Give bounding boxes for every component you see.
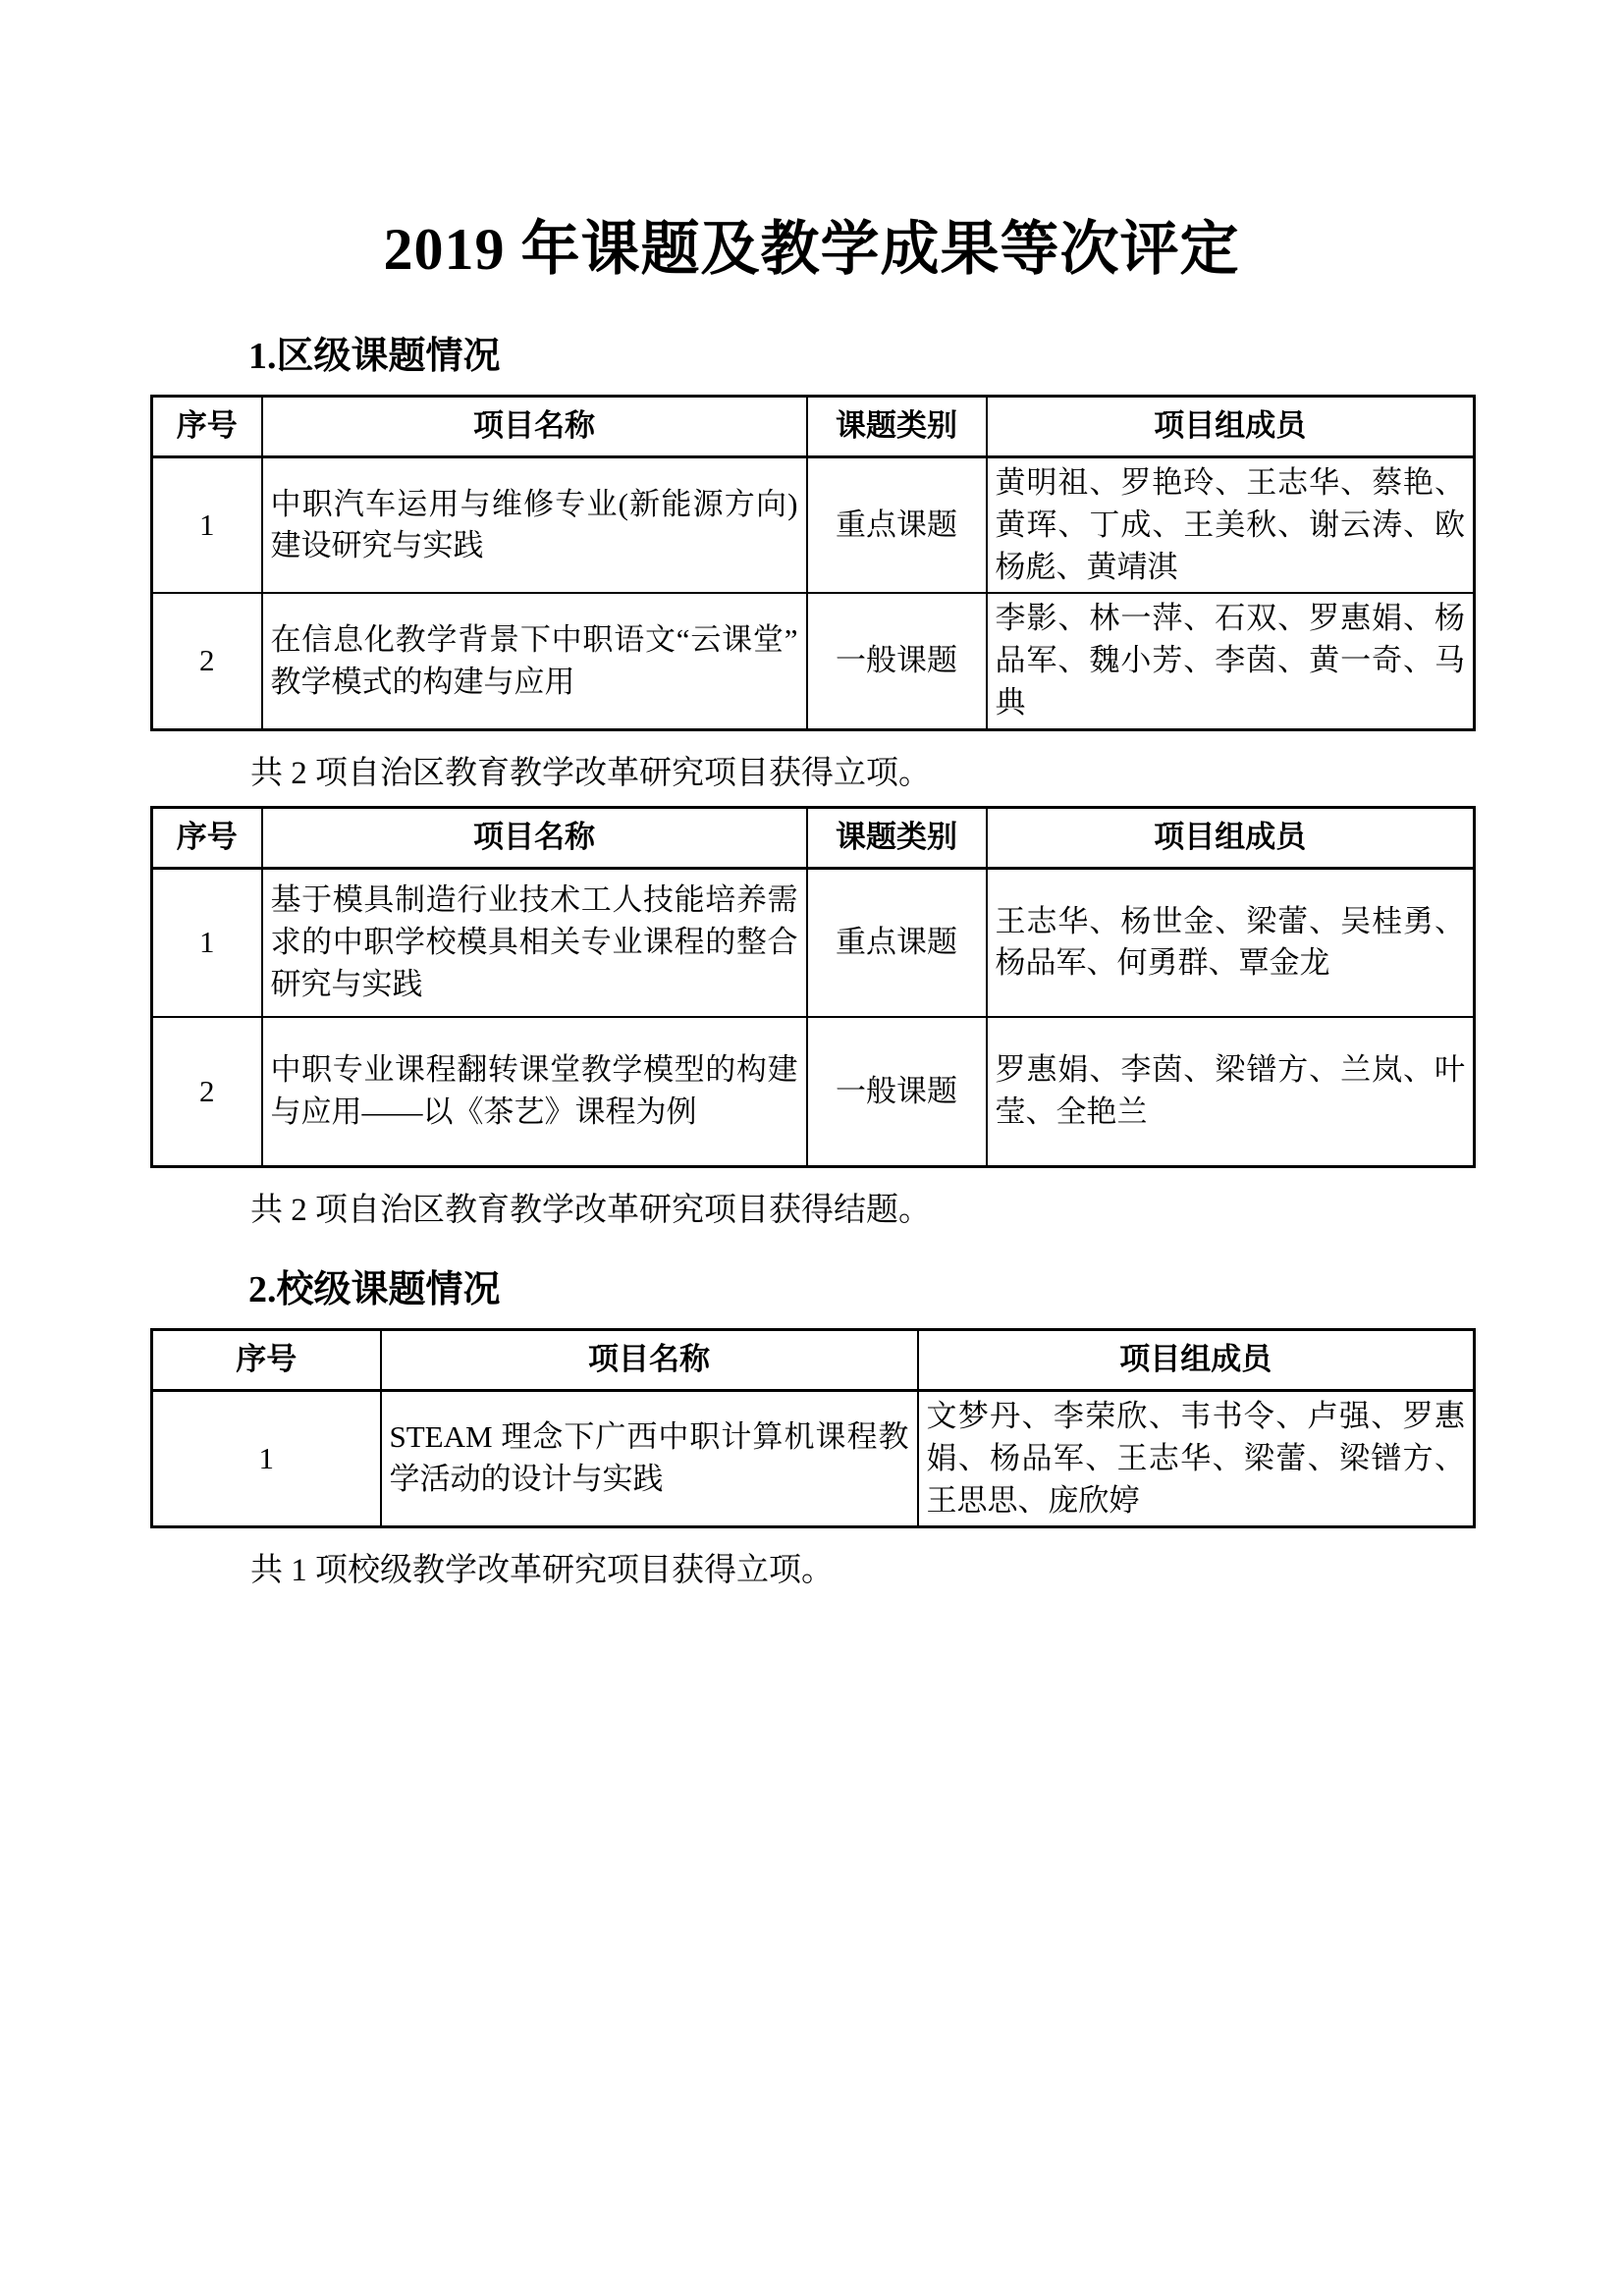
cell-members: 黄明祖、罗艳玲、王志华、蔡艳、黄珲、丁成、王美秋、谢云涛、欧杨彪、黄靖淇 bbox=[987, 457, 1475, 594]
cell-project-name: 中职专业课程翻转课堂教学模型的构建与应用——以《茶艺》课程为例 bbox=[262, 1017, 807, 1166]
table-header-row bbox=[152, 397, 1475, 457]
table-row bbox=[152, 868, 1475, 1017]
header-project-name: 项目名称 bbox=[381, 1330, 918, 1391]
cell-category: 一般课题 bbox=[807, 593, 987, 729]
cell-members: 罗惠娟、李茵、梁镨方、兰岚、叶莹、全艳兰 bbox=[987, 1017, 1475, 1166]
header-category: 课题类别 bbox=[807, 807, 987, 868]
cell-no: 2 bbox=[152, 1017, 262, 1166]
table-row bbox=[152, 457, 1475, 594]
cell-members: 王志华、杨世金、梁蕾、吴桂勇、杨品军、何勇群、覃金龙 bbox=[987, 868, 1475, 1017]
header-members: 项目组成员 bbox=[987, 397, 1475, 457]
cell-members: 李影、林一萍、石双、罗惠娟、杨品军、魏小芳、李茵、黄一奇、马典 bbox=[987, 593, 1475, 729]
table-header-row bbox=[152, 807, 1475, 868]
cell-no: 1 bbox=[152, 868, 262, 1017]
document-title: 2019 年课题及教学成果等次评定 bbox=[383, 217, 1240, 282]
approved-summary-text: 共 2 项自治区教育教学改革研究项目获得立项。 bbox=[250, 755, 931, 791]
cell-no: 1 bbox=[152, 457, 262, 594]
concluded-summary-text: 共 2 项自治区教育教学改革研究项目获得结题。 bbox=[250, 1192, 931, 1228]
table-row bbox=[152, 1017, 1475, 1166]
cell-project-name: 在信息化教学背景下中职语文“云课堂”教学模式的构建与应用 bbox=[262, 593, 807, 729]
school-level-projects-table bbox=[150, 1328, 1476, 1528]
header-members: 项目组成员 bbox=[987, 807, 1475, 868]
table-row bbox=[152, 1391, 1475, 1527]
header-category: 课题类别 bbox=[807, 397, 987, 457]
district-concluded-projects-table bbox=[150, 806, 1476, 1168]
header-members: 项目组成员 bbox=[918, 1330, 1475, 1391]
cell-no: 1 bbox=[152, 1391, 381, 1527]
cell-members: 文梦丹、李荣欣、韦书令、卢强、罗惠娟、杨品军、王志华、梁蕾、梁镨方、王思思、庞欣婷 bbox=[918, 1391, 1475, 1527]
table-row bbox=[152, 593, 1475, 729]
cell-category: 重点课题 bbox=[807, 457, 987, 594]
header-project-name: 项目名称 bbox=[262, 807, 807, 868]
cell-category: 一般课题 bbox=[807, 1017, 987, 1166]
header-no: 序号 bbox=[152, 1330, 381, 1391]
cell-category: 重点课题 bbox=[807, 868, 987, 1017]
cell-project-name: 中职汽车运用与维修专业(新能源方向)建设研究与实践 bbox=[262, 457, 807, 594]
section-2-heading: 2.校级课题情况 bbox=[248, 1268, 501, 1310]
school-summary-text: 共 1 项校级教学改革研究项目获得立项。 bbox=[250, 1553, 834, 1589]
cell-no: 2 bbox=[152, 593, 262, 729]
cell-project-name: 基于模具制造行业技术工人技能培养需求的中职学校模具相关专业课程的整合研究与实践 bbox=[262, 868, 807, 1017]
header-no: 序号 bbox=[152, 397, 262, 457]
district-approved-projects-table bbox=[150, 395, 1476, 730]
header-project-name: 项目名称 bbox=[262, 397, 807, 457]
section-1-heading: 1.区级课题情况 bbox=[248, 336, 501, 377]
cell-project-name: STEAM 理念下广西中职计算机课程教学活动的设计与实践 bbox=[381, 1391, 918, 1527]
header-no: 序号 bbox=[152, 807, 262, 868]
table-header-row bbox=[152, 1330, 1475, 1391]
